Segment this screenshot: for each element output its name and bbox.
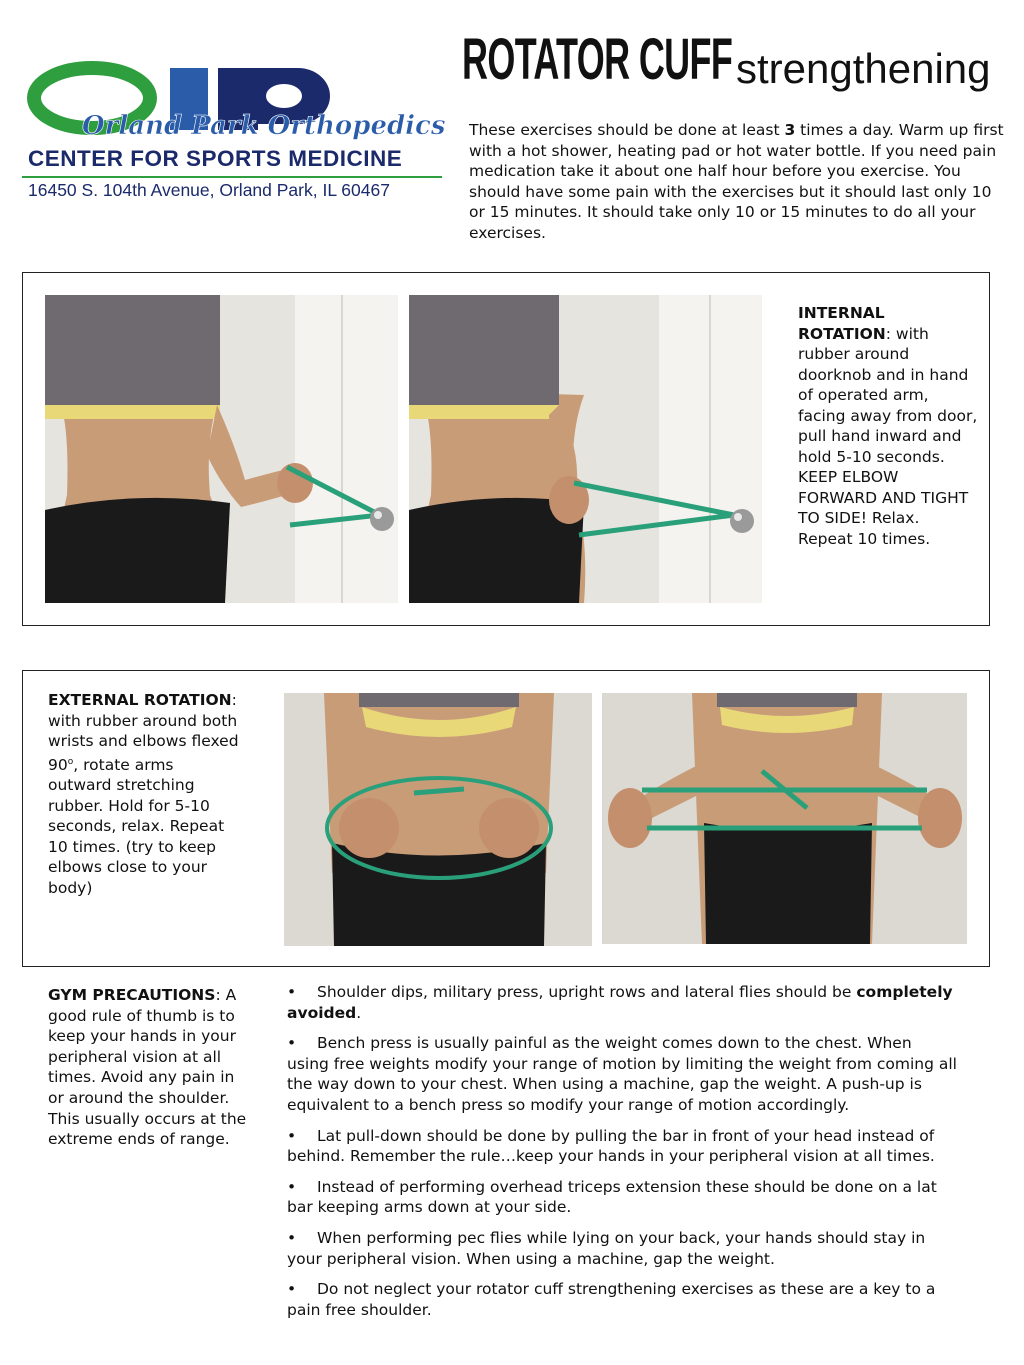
intro-part2: times a day. Warm up first with a hot shower, heating pad or hot water bottle. If you need pain medication take it about one half hour before you exercise. You should have some pain with the exercises but it should last only 10 or 15 minutes. It should take only 10 or 15 minutes to do all your exercises.	[469, 121, 1004, 242]
internal-rotation-heading: INTERNAL ROTATION	[798, 304, 886, 343]
bullet-6-text: Do not neglect your rotator cuff strengthening exercises as these are a key to a pain free shoulder.	[287, 1280, 936, 1319]
bullet-5-text: When performing pec flies while lying on your back, your hands should stay in your peripheral vision. When using a machine, gap the weight.	[287, 1228, 926, 1268]
list-item	[287, 1126, 957, 1167]
page-title	[462, 26, 1012, 93]
intro-paragraph	[469, 120, 1009, 244]
external-rotation-text-b: , rotate arms outward stretching rubber. Hold for 5-10 seconds, relax. Repeat 10 times. (try to keep elbows close to your body)	[48, 755, 225, 897]
external-rotation-start-photo	[284, 693, 592, 946]
list-item	[287, 1228, 957, 1269]
orland-park-orthopedics-logo	[22, 60, 447, 210]
gym-colon: :	[215, 986, 221, 1004]
bullet-1-end: .	[356, 1003, 362, 1022]
gym-bullet-list	[287, 982, 957, 1330]
internal-rotation-description	[798, 303, 978, 549]
degree-symbol: o	[67, 756, 74, 767]
internal-rotation-colon: :	[885, 324, 891, 343]
list-item	[287, 982, 957, 1023]
logo-script-name: Orland Park Orthopedics	[82, 111, 446, 141]
bullet-2-text: Bench press is usually painful as the weight comes down to the chest. When using free weights modify your range of motion by limiting the weight from coming all the way down to your chest. When using a machine, gap the weight. A push-up is equivalent to a bench press so modify your range of motion accordingly.	[287, 1034, 957, 1114]
external-rotation-text-a: with rubber around both wrists and elbows flexed 90	[48, 711, 239, 774]
bullet-symbol: •	[287, 1177, 297, 1196]
internal-rotation-end-photo	[409, 295, 762, 603]
list-item	[287, 1177, 957, 1218]
external-rotation-colon: :	[231, 691, 237, 709]
gym-precautions	[48, 985, 253, 1150]
bullet-symbol: •	[287, 1280, 297, 1299]
internal-rotation-text: with rubber around doorknob and in hand of operated arm, facing away from door, pull hand inward and hold 5-10 seconds. KEEP ELBOW FORWARD AND TIGHT TO SIDE! Relax. Repeat 10 times.	[798, 324, 978, 548]
list-item	[287, 1279, 957, 1320]
list-item	[287, 1033, 957, 1115]
gym-text: A good rule of thumb is to keep your hands in your peripheral vision at all times. Avoid any pain in or around the shoulder. This usually occurs at the extreme ends of range.	[48, 986, 247, 1149]
bullet-1-text: Shoulder dips, military press, upright rows and lateral flies should be	[317, 983, 857, 1001]
intro-part1: These exercises should be done at least	[469, 121, 785, 139]
bullet-symbol: •	[287, 1126, 297, 1145]
internal-rotation-start-photo	[45, 295, 398, 603]
bullet-3-text: Lat pull-down should be done by pulling the bar in front of your head instead of behind. Remember the rule…keep your hands in your peripheral vision at all times.	[287, 1126, 935, 1166]
bullet-symbol: •	[287, 1034, 297, 1053]
external-rotation-heading: EXTERNAL ROTATION	[48, 691, 232, 709]
external-rotation-end-photo	[602, 693, 967, 944]
title-light: strengthening	[736, 45, 991, 92]
bullet-symbol: •	[287, 1228, 297, 1247]
logo-address: 16450 S. 104th Avenue, Orland Park, IL 60467	[28, 180, 390, 200]
external-rotation-description	[48, 690, 240, 898]
bullet-symbol: •	[287, 983, 297, 1001]
title-bold: ROTATOR CUFF	[462, 27, 733, 92]
intro-times: 3	[784, 121, 796, 139]
bullet-1-bold: completely avoided	[287, 983, 953, 1022]
gym-heading: GYM PRECAUTIONS	[48, 986, 216, 1004]
bullet-4-text: Instead of performing overhead triceps extension these should be done on a lat bar keeping arms down at your side.	[287, 1177, 937, 1217]
logo-center-name: CENTER FOR SPORTS MEDICINE	[28, 146, 403, 171]
